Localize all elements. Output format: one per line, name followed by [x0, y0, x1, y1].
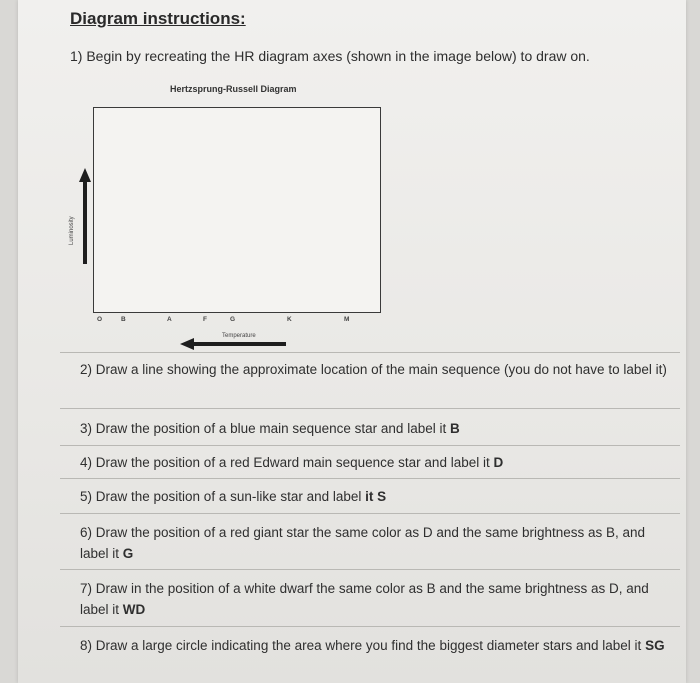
- question-7: 7) Draw in the position of a white dwarf the same color as B and the same brightness as D, and label it WD: [80, 581, 649, 617]
- hr-diagram-plot-area: [93, 107, 381, 313]
- question-8: 8) Draw a large circle indicating the area where you find the biggest diameter stars and label it SG: [80, 638, 665, 653]
- spectral-class-f: F: [203, 316, 207, 323]
- step-1-instruction: 1) Begin by recreating the HR diagram axes (shown in the image below) to draw on.: [70, 48, 590, 64]
- spectral-class-o: O: [97, 316, 103, 323]
- spectral-class-k: K: [287, 316, 292, 323]
- temperature-axis-label: Temperature: [222, 333, 256, 339]
- question-5: 5) Draw the position of a sun-like star and label it S: [80, 489, 387, 504]
- divider: [60, 352, 680, 353]
- question-3: 3) Draw the position of a blue main sequence star and label it B: [80, 421, 460, 436]
- question-4: 4) Draw the position of a red Edward main sequence star and label it D: [80, 455, 504, 470]
- temperature-arrow-icon: [180, 338, 286, 350]
- spectral-class-a: A: [167, 316, 172, 323]
- question-6: 6) Draw the position of a red giant star the same color as D and the same brightness as B, and label it G: [80, 525, 646, 561]
- spectral-class-m: M: [344, 316, 350, 323]
- luminosity-arrow-icon: [78, 168, 92, 264]
- spectral-class-b: B: [121, 316, 126, 323]
- divider: [60, 478, 680, 479]
- divider: [60, 445, 680, 446]
- hr-diagram-title: Hertzsprung-Russell Diagram: [170, 84, 297, 94]
- spectral-class-g: G: [230, 316, 236, 323]
- divider: [60, 569, 680, 570]
- divider: [60, 626, 680, 627]
- question-2: 2) Draw a line showing the approximate location of the main sequence (you do not have to label it): [80, 362, 667, 377]
- divider: [60, 513, 680, 514]
- divider: [60, 408, 680, 409]
- page-title: Diagram instructions:: [70, 9, 246, 28]
- luminosity-axis-label: Luminosity: [69, 216, 75, 245]
